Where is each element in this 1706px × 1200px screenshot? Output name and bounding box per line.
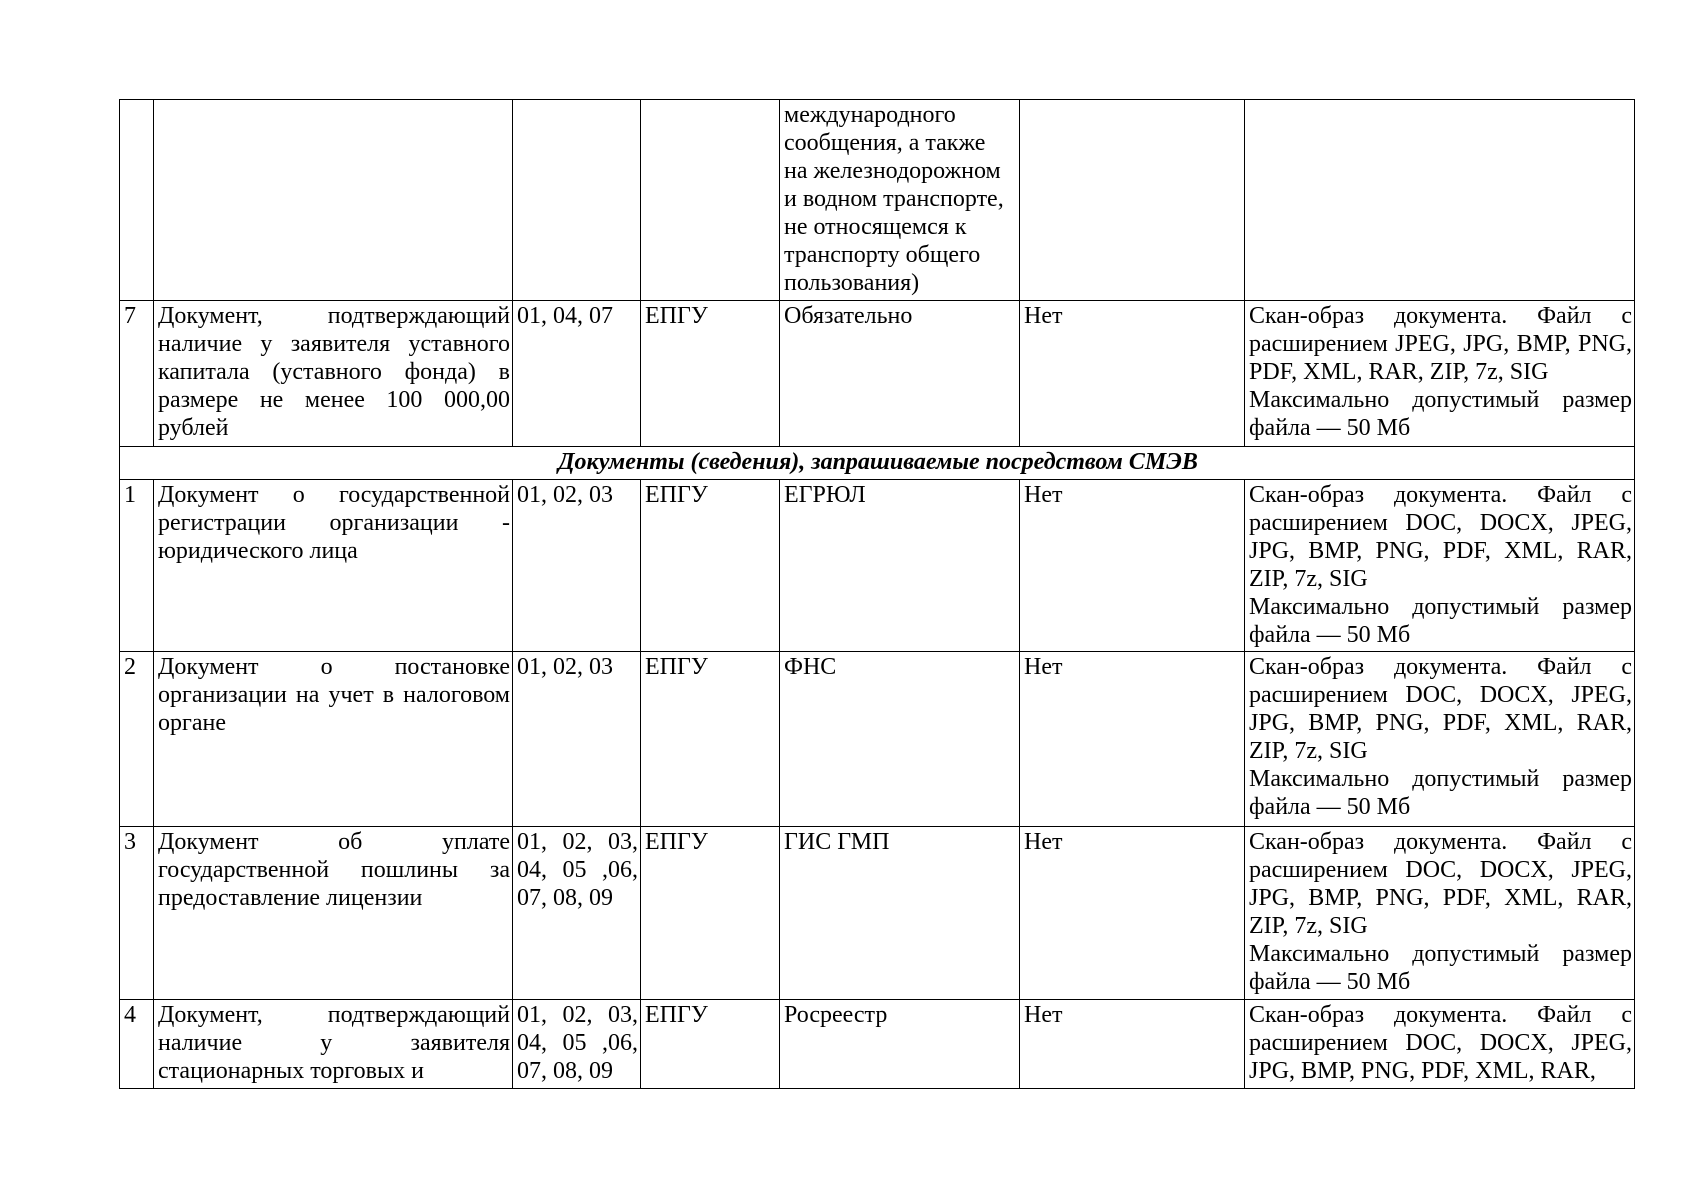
section-heading: Документы (сведения), запрашиваемые посредством СМЭВ bbox=[120, 447, 1635, 480]
cell-channel: ЕПГУ bbox=[641, 652, 780, 827]
cell-flag: Нет bbox=[1020, 1000, 1245, 1089]
cell-name: Документ, подтверждающий наличие у заявителя уставного капитала (уставного фонда) в размере не менее 100 000,00 рублей bbox=[154, 301, 513, 447]
section-row bbox=[120, 447, 1635, 480]
cell-codes: 01, 02, 03, 04, 05 ,06, 07, 08, 09 bbox=[513, 827, 641, 1000]
cell-name: Документ о постановке организации на учет в налоговом органе bbox=[154, 652, 513, 827]
cell-flag bbox=[1020, 100, 1245, 301]
cell-num: 4 bbox=[120, 1000, 154, 1089]
continuation-line: не относящемся к bbox=[784, 214, 967, 240]
cell-channel: ЕПГУ bbox=[641, 1000, 780, 1089]
format-text: Скан-образ документа. Файл с расширением DOC, DOCX, JPEG, JPG, BMP, PNG, PDF, XML, RAR, ZIP, 7z, SIG bbox=[1249, 829, 1632, 939]
cell-num: 1 bbox=[120, 480, 154, 652]
cell-format bbox=[1245, 1000, 1635, 1089]
cell-flag: Нет bbox=[1020, 652, 1245, 827]
cell-flag: Нет bbox=[1020, 827, 1245, 1000]
cell-channel: ЕПГУ bbox=[641, 480, 780, 652]
table-row bbox=[120, 827, 1635, 1000]
cell-channel: ЕПГУ bbox=[641, 827, 780, 1000]
continuation-line: транспорту общего bbox=[784, 242, 981, 268]
continuation-row bbox=[120, 100, 1635, 301]
cell-name: Документ, подтверждающий наличие у заявителя стационарных торговых и bbox=[154, 1000, 513, 1089]
cell-channel bbox=[641, 100, 780, 301]
documents-table bbox=[119, 99, 1635, 1089]
cell-codes: 01, 04, 07 bbox=[513, 301, 641, 447]
cell-format bbox=[1245, 301, 1635, 447]
cell-num: 3 bbox=[120, 827, 154, 1000]
continuation-line: сообщения, а также bbox=[784, 130, 986, 156]
cell-num bbox=[120, 100, 154, 301]
size-text: Максимально допустимый размер файла — 50 Мб bbox=[1249, 941, 1632, 995]
format-text: Скан-образ документа. Файл с расширением DOC, DOCX, JPEG, JPG, BMP, PNG, PDF, XML, RAR, bbox=[1249, 1002, 1632, 1084]
cell-num: 2 bbox=[120, 652, 154, 827]
format-text: Скан-образ документа. Файл с расширением DOC, DOCX, JPEG, JPG, BMP, PNG, PDF, XML, RAR, ZIP, 7z, SIG bbox=[1249, 654, 1632, 764]
cell-name: Документ об уплате государственной пошлины за предоставление лицензии bbox=[154, 827, 513, 1000]
cell-source bbox=[780, 100, 1020, 301]
cell-format bbox=[1245, 652, 1635, 827]
cell-name: Документ о государственной регистрации организации - юридического лица bbox=[154, 480, 513, 652]
cell-name bbox=[154, 100, 513, 301]
continuation-line: международного bbox=[784, 102, 956, 128]
cell-num: 7 bbox=[120, 301, 154, 447]
cell-format bbox=[1245, 100, 1635, 301]
cell-source: Росреестр bbox=[780, 1000, 1020, 1089]
cell-format bbox=[1245, 827, 1635, 1000]
cell-source: ЕГРЮЛ bbox=[780, 480, 1020, 652]
table-row bbox=[120, 301, 1635, 447]
cell-codes: 01, 02, 03 bbox=[513, 652, 641, 827]
cell-channel: ЕПГУ bbox=[641, 301, 780, 447]
cell-flag: Нет bbox=[1020, 480, 1245, 652]
cell-codes: 01, 02, 03 bbox=[513, 480, 641, 652]
table-row bbox=[120, 480, 1635, 652]
table-row bbox=[120, 1000, 1635, 1089]
cell-source: ФНС bbox=[780, 652, 1020, 827]
cell-source: Обязательно bbox=[780, 301, 1020, 447]
table-row bbox=[120, 652, 1635, 827]
format-text: Скан-образ документа. Файл с расширением JPEG, JPG, BMP, PNG, PDF, XML, RAR, ZIP, 7z, SIG bbox=[1249, 303, 1632, 385]
cell-codes: 01, 02, 03, 04, 05 ,06, 07, 08, 09 bbox=[513, 1000, 641, 1089]
continuation-line: на железнодорожном bbox=[784, 158, 1001, 184]
continuation-line: пользования) bbox=[784, 270, 920, 296]
size-text: Максимально допустимый размер файла — 50 Мб bbox=[1249, 594, 1632, 648]
cell-codes bbox=[513, 100, 641, 301]
continuation-line: и водном транспорте, bbox=[784, 186, 1004, 212]
format-text: Скан-образ документа. Файл с расширением DOC, DOCX, JPEG, JPG, BMP, PNG, PDF, XML, RAR, ZIP, 7z, SIG bbox=[1249, 482, 1632, 592]
cell-format bbox=[1245, 480, 1635, 652]
size-text: Максимально допустимый размер файла — 50 Мб bbox=[1249, 387, 1632, 441]
cell-source: ГИС ГМП bbox=[780, 827, 1020, 1000]
cell-flag: Нет bbox=[1020, 301, 1245, 447]
size-text: Максимально допустимый размер файла — 50 Мб bbox=[1249, 766, 1632, 820]
